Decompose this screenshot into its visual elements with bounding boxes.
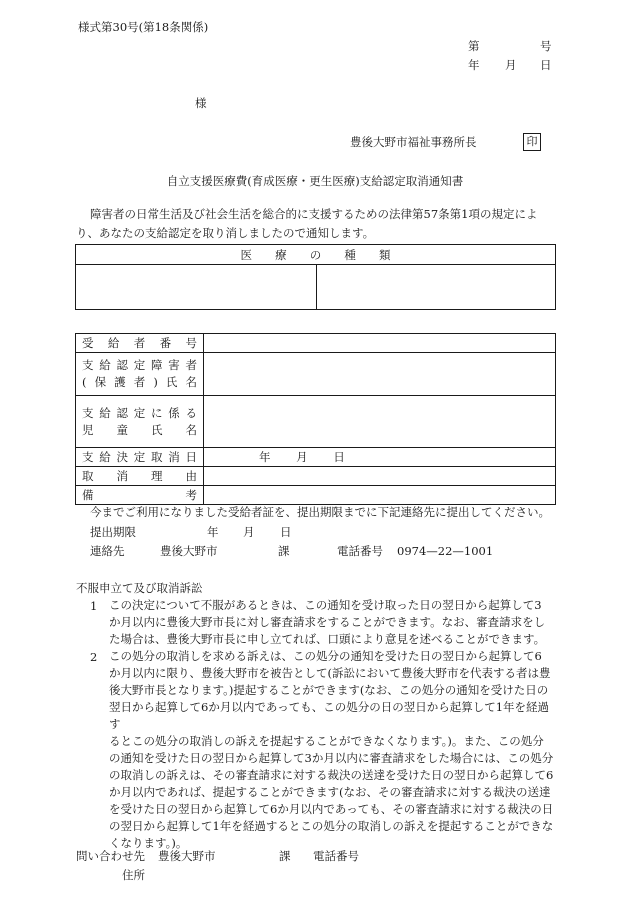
char: 決 — [116, 450, 128, 464]
appeal-item-2-line: 後大野市長となります。)提起することができます(なお、この処分の通知を受けた日の — [109, 683, 549, 697]
char: 給 — [107, 336, 120, 350]
value-recipient-no — [204, 334, 556, 353]
contact-label: 連絡先 — [90, 544, 125, 558]
char: 定 — [133, 405, 146, 420]
char: 番 — [159, 336, 172, 350]
issue-date-day: 日 — [540, 58, 552, 72]
char: 認 — [116, 405, 128, 420]
medical-type-header-char: 療 — [275, 247, 287, 262]
medical-type-header-char: の — [309, 247, 322, 262]
inquiry-address-label: 住所 — [122, 868, 145, 882]
label-cancel-date — [76, 448, 204, 467]
char: 取 — [82, 469, 94, 483]
appeal-item-2-line: か月以内に限り、豊後大野市を被告として(訴訟において豊後大野市を代表する者は豊 — [109, 666, 551, 680]
value-cancel-date — [204, 448, 556, 467]
appeal-item-1 — [109, 597, 559, 648]
char: 受 — [82, 336, 94, 350]
deadline-day: 日 — [280, 525, 292, 539]
char: 消 — [168, 450, 180, 464]
char: 由 — [185, 469, 197, 483]
char: 取 — [151, 450, 163, 464]
appeal-item-2-number: 2 — [90, 650, 98, 664]
appeal-item-2-line: 翌日から起算して6か月以内であっても、この処分の日の翌日から起算して1年を経過す — [109, 700, 550, 731]
inquiry-org: 豊後大野市 — [158, 849, 216, 863]
label-line-2 — [76, 374, 203, 391]
label-disabled-person — [76, 353, 204, 396]
medical-type-cell-left — [76, 265, 317, 310]
label-cancel-reason — [76, 467, 204, 486]
cancel-date-year: 年 — [259, 450, 271, 464]
char: 保 — [94, 375, 107, 389]
appeal-item-1-line: か月以内に豊後大野市長に対し審査請求をすることができます。なお、審査請求をし — [109, 615, 546, 629]
medical-type-header-char: 類 — [379, 247, 391, 262]
char: 支 — [82, 405, 94, 420]
char: 氏 — [151, 422, 163, 437]
medical-type-header — [76, 245, 556, 265]
char: ) — [153, 375, 158, 389]
char: 定 — [133, 358, 146, 372]
label-child-name — [76, 396, 204, 448]
char: 氏 — [165, 375, 178, 389]
char: 号 — [185, 336, 197, 350]
char: 児 — [82, 422, 94, 437]
char: 障 — [151, 358, 163, 372]
medical-type-cell-right — [317, 265, 556, 310]
recipient-suffix: 様 — [195, 96, 207, 110]
medical-type-table — [75, 244, 556, 310]
label-text — [76, 468, 203, 484]
medical-type-header-char: 種 — [344, 247, 356, 262]
char: 消 — [116, 469, 128, 483]
label-line-1 — [76, 405, 203, 422]
issue-date-year: 年 — [468, 58, 480, 72]
deadline-year: 年 — [207, 525, 219, 539]
submission-text: 今までご利用になりました受給者証を、提出期限までに下記連絡先に提出してください。 — [90, 505, 550, 519]
char: 日 — [185, 450, 197, 464]
char: 給 — [99, 405, 111, 420]
label-text — [76, 449, 203, 465]
char: 名 — [185, 375, 197, 389]
char: 支 — [82, 358, 94, 372]
document-no-prefix: 第 — [468, 39, 480, 53]
appeal-item-2 — [109, 648, 559, 852]
appeal-item-2-line: くなります。)。 — [109, 836, 188, 850]
value-remarks — [204, 486, 556, 505]
char: 護 — [114, 375, 126, 389]
label-line-2 — [76, 422, 203, 439]
char: 給 — [99, 358, 111, 372]
deadline-month: 月 — [243, 525, 255, 539]
label-text — [76, 487, 203, 503]
appeal-item-1-number: 1 — [90, 599, 98, 613]
char: 係 — [168, 405, 180, 420]
appeal-item-2-line: るとこの処分の取消しの訴えを提起することができなくなります。)。また、この処分 — [109, 734, 544, 748]
inquiry-phone-label: 電話番号 — [313, 849, 359, 863]
char: 理 — [151, 469, 163, 483]
contact-phone-number: 0974—22—1001 — [397, 544, 494, 558]
document-no-suffix: 号 — [540, 39, 552, 53]
recipient-info-table — [75, 333, 556, 505]
char: 備 — [82, 488, 94, 502]
char: 名 — [185, 422, 197, 437]
appeal-item-1-line: た場合は、豊後大野市長に申し立てれば、口頭により意見を述べることができます。 — [109, 632, 546, 646]
char: 認 — [116, 358, 128, 372]
seal-icon: 印 — [523, 133, 541, 151]
appeal-item-2-line: か月以内であれば、提起することができます(なお、その審査請求に対する裁決の送達 — [109, 785, 551, 799]
cancel-date-day: 日 — [333, 450, 345, 464]
document-title: 自立支援医療費(育成医療・更生医療)支給認定取消通知書 — [166, 174, 464, 188]
label-recipient-no — [76, 334, 204, 353]
char: 害 — [168, 358, 180, 372]
contact-phone-label: 電話番号 — [337, 544, 383, 558]
char: 支 — [82, 450, 94, 464]
deadline-label: 提出期限 — [90, 525, 136, 539]
char: る — [185, 405, 197, 420]
contact-org: 豊後大野市 — [160, 544, 218, 558]
inquiry-dept: 課 — [279, 849, 291, 863]
char: 者 — [185, 358, 197, 372]
value-cancel-reason — [204, 467, 556, 486]
form-number: 様式第30号(第18条関係) — [78, 20, 209, 34]
intro-line-2: り、あなたの支給認定を取り消しましたので通知します。 — [76, 226, 375, 240]
issue-date-month: 月 — [505, 58, 517, 72]
appeal-item-2-line: の取消しの訴えは、その審査請求に対する裁決の送達を受けた日の翌日から起算して6 — [109, 768, 554, 782]
char: 定 — [133, 450, 146, 464]
appeal-item-2-line: を受けた日の翌日から起算して6か月以内であっても、その審査請求に対する裁決の日 — [109, 802, 554, 816]
label-line-1 — [76, 357, 203, 374]
inquiry-label: 問い合わせ先 — [76, 849, 145, 863]
appeal-item-2-line: の翌日から起算して1年を経過するとこの処分の取消しの訴えを提起することができな — [109, 819, 554, 833]
medical-type-header-char: 医 — [240, 247, 252, 262]
contact-dept: 課 — [278, 544, 290, 558]
cancel-date-month: 月 — [296, 450, 308, 464]
label-text — [76, 335, 203, 351]
appeal-item-1-line: この決定について不服があるときは、この通知を受け取った日の翌日から起算して3 — [109, 598, 542, 612]
char: 者 — [133, 375, 146, 389]
char: 童 — [116, 422, 128, 437]
intro-line-1: 障害者の日常生活及び社会生活を総合的に支援するための法律第57条第1項の規定によ — [90, 207, 538, 221]
char: ( — [82, 375, 87, 389]
appeal-heading: 不服申立て及び取消訴訟 — [76, 581, 203, 595]
char: 考 — [185, 488, 197, 502]
char: 者 — [133, 336, 146, 350]
appeal-item-2-line: この処分の取消しを求める訴えは、この処分の通知を受けた日の翌日から起算して6 — [109, 649, 542, 663]
label-remarks — [76, 486, 204, 505]
value-child-name — [204, 396, 556, 448]
issuer-name: 豊後大野市福祉事務所長 — [350, 135, 477, 149]
appeal-item-2-line: の通知を受けた日の翌日から起算して3か月以内に審査請求をした場合には、この処分 — [109, 751, 554, 765]
value-disabled-person — [204, 353, 556, 396]
char: 給 — [99, 450, 111, 464]
char: に — [151, 405, 163, 420]
